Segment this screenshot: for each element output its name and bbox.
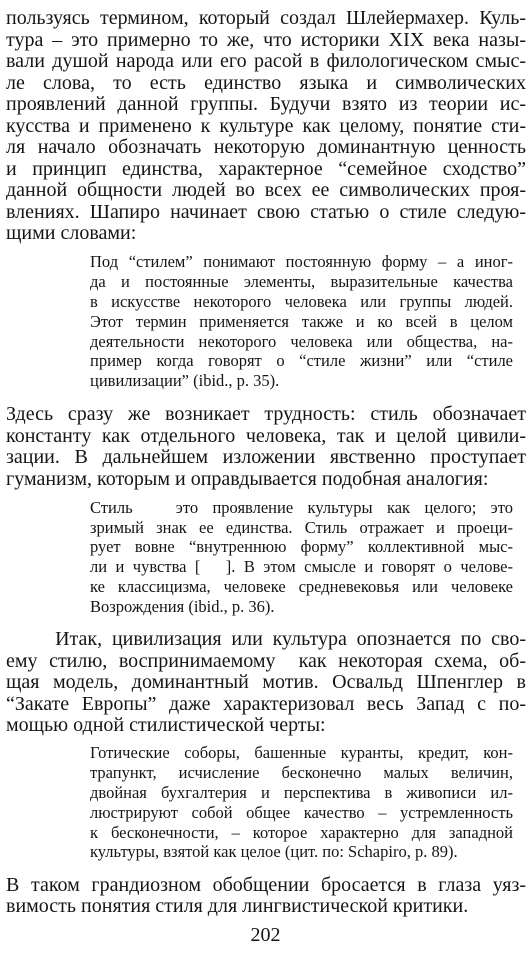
text-line: данной общности людей во всех ее символических проя- — [6, 179, 526, 202]
text-line: Итак, цивилизация или культура опознается по сво- — [6, 628, 526, 650]
quote-line: к бесконечности, – которое характерно для западной — [90, 822, 513, 842]
quote-line: люстрируют собой общее качество – устремленность — [90, 802, 513, 822]
text-line: ле слова, то есть единство языка и символических — [6, 71, 526, 94]
text-line: пользуясь термином, который создал Шлейермахер. Куль- — [6, 7, 526, 29]
text-line: зации. В дальнейшем изложении явственно проступает — [6, 446, 526, 469]
quote-line: культуры, взятой как целое (цит. по: Schapiro, p. 89). — [90, 842, 458, 862]
text-line: проявлений данной группы. Будучи взято из теории ис- — [6, 93, 526, 116]
quote-line: пример когда говорят о “стиле жизни” или “стиле — [90, 351, 513, 371]
text-line: В таком грандиозном обобщении бросается в глаза уяз- — [6, 873, 526, 896]
quote-line: ке классицизма, человеке средневековья или человеке — [90, 577, 513, 596]
text-line: влениях. Шапиро начинает свою статью о стиле следую- — [6, 200, 526, 223]
quote-line: деятельности некоторого человека или общества, на- — [90, 331, 513, 351]
quote-line: Этот термин применяется также и ко всей в целом — [90, 311, 513, 331]
quote-line: да и постоянные элементы, выразительные качества — [90, 272, 513, 292]
text-line: вимость понятия стиля для лингвистической критики. — [6, 895, 469, 917]
quote-line: Под “стилем” понимают постоянную форму – а иног- — [90, 252, 513, 272]
quote-line: Готические соборы, башенные куранты, кредит, кон- — [90, 743, 513, 763]
text-line: Здесь сразу же возникает трудность: стиль обозначает — [6, 403, 526, 426]
text-line: ему стилю, воспринимаемому как некоторая схема, об- — [6, 649, 526, 672]
quote-line: в искусстве некоторого человека или группы людей. — [90, 292, 513, 311]
text-line: щая модель, доминантный мотив. Освальд Шпенглер в — [6, 671, 526, 694]
text-line: вали душой народа или его расой в филологическом смыс- — [6, 50, 526, 73]
text-line: мощью одной стилистической черты: — [6, 714, 326, 737]
quote-line: Стиль это проявление культуры как целого; это — [90, 497, 513, 517]
text-line: гуманизм, которым и оправдывается подобная аналогия: — [6, 467, 489, 490]
text-line: “Закате Европы” даже характеризовал весь Запад с по- — [6, 692, 526, 715]
quote-line: ли и чувства [ ]. В этом смысле и говорят о челове- — [90, 557, 513, 577]
text-line: константу как отдельного человека, так и целой цивили- — [6, 424, 526, 447]
text-line: ля начало обозначать некоторую доминантную ценность — [6, 136, 526, 159]
quote-line: зримый знак ее единства. Стиль отражает и проеци- — [90, 517, 513, 537]
quote-line: двойная бухгалтерия и перспектива в живописи ил- — [90, 782, 513, 802]
text-line: тура – это примерно то же, что историки XIX века назы- — [6, 28, 526, 51]
text-line: кусства и применено к культуре как целому, понятие сти- — [6, 114, 526, 137]
text-line: и принцип единства, характерное “семейное сходство” — [6, 157, 526, 180]
quote-line: рует вовне “внутреннюю форму” коллективной мыс- — [90, 537, 513, 557]
quote-line: Возрождения (ibid., p. 36). — [90, 596, 275, 616]
text-line: щими словами: — [6, 222, 137, 245]
page-number: 202 — [250, 924, 281, 946]
quote-line: трапункт, исчисление бесконечно малых величин, — [90, 763, 513, 783]
quote-line: цивилизации” (ibid., p. 35). — [90, 371, 280, 391]
